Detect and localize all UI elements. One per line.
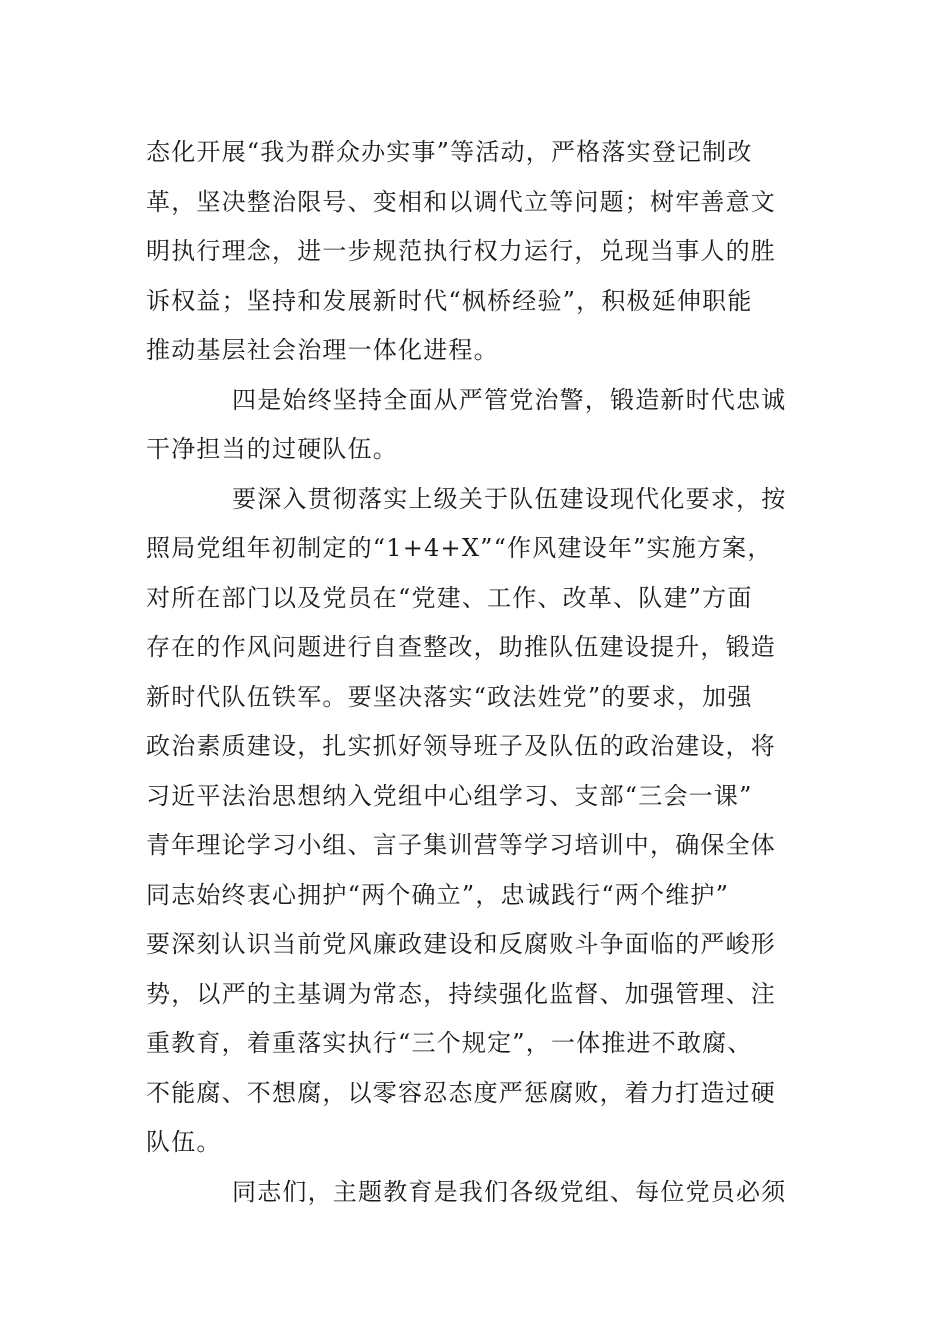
text-line: 存在的作风问题进行自查整改，助推队伍建设提升，锻造 [146, 633, 776, 661]
document-body [146, 128, 826, 1217]
text-line: 要深刻认识当前党风廉政建设和反腐败斗争面临的严峻形 [146, 930, 776, 958]
text-line: 重教育，着重落实执行“三个规定”，一体推进不敢腐、 [146, 1029, 753, 1057]
text-line: 新时代队伍铁军。要坚决落实“政法姓党”的要求，加强 [146, 682, 753, 711]
text-line: 队伍。 [146, 1128, 222, 1156]
text-line: 势，以严的主基调为常态，持续强化监督、加强管理、注 [146, 979, 776, 1008]
text-line: 青年理论学习小组、言子集训营等学习培训中，确保全体 [146, 831, 776, 859]
text-line: 习近平法治思想纳入党组中心组学习、支部“三会一课” [146, 781, 753, 810]
text-line: 明执行理念，进一步规范执行权力运行，兑现当事人的胜 [146, 237, 776, 265]
text-line: 同志始终衷心拥护“两个确立”，忠诚践行“两个维护” [146, 880, 730, 909]
section-heading-line: 四是始终坚持全面从严管党治警，锻造新时代忠诚 [232, 385, 787, 414]
section-heading-line: 干净担当的过硬队伍。 [146, 435, 398, 463]
text-line: 政治素质建设，扎实抓好领导班子及队伍的政治建设，将 [146, 732, 776, 760]
text-line: 照局党组年初制定的“1+4+X”“作风建设年”实施方案， [146, 534, 773, 562]
paragraph-start-line: 同志们，主题教育是我们各级党组、每位党员必须 [232, 1177, 787, 1206]
text-line: 态化开展“我为群众办实事”等活动，严格落实登记制改 [146, 138, 753, 166]
text-line: 推动基层社会治理一体化进程。 [146, 336, 499, 364]
text-line: 不能腐、不想腐，以零容忍态度严惩腐败，着力打造过硬 [146, 1078, 776, 1107]
text-line: 诉权益；坚持和发展新时代“枫桥经验”，积极延伸职能 [146, 286, 753, 315]
paragraph-start-line: 要深入贯彻落实上级关于队伍建设现代化要求，按 [232, 484, 787, 513]
text-line: 革，坚决整治限号、变相和以调代立等问题；树牢善意文 [146, 187, 776, 216]
text-line: 对所在部门以及党员在“党建、工作、改革、队建”方面 [146, 583, 753, 612]
